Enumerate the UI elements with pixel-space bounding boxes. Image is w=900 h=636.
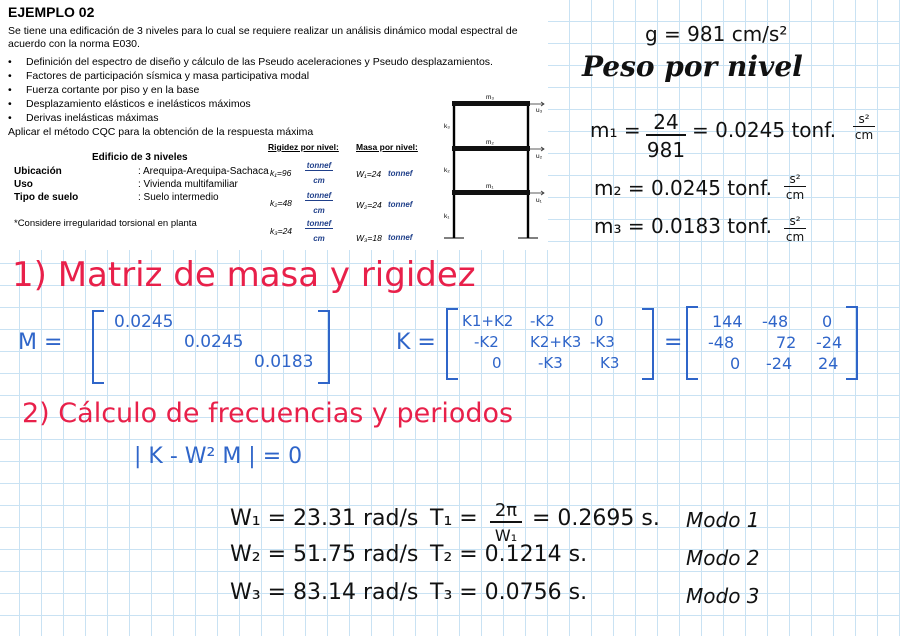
frame-label-m3: m₃: [486, 94, 495, 101]
row-label: Ubicación: [14, 166, 62, 177]
stiffness-k2: k₂=48: [270, 198, 292, 208]
stiffness-matrix-left-bracket: [446, 308, 458, 380]
peso-title: Peso por nivel: [582, 50, 803, 83]
frame-label-k2: k₂: [444, 167, 450, 174]
mass-w3: W₃=18: [356, 233, 382, 243]
row-value: : Arequipa-Arequipa-Sachaca: [138, 166, 269, 177]
period-1-lhs: T₁ =: [430, 506, 478, 531]
problem-intro: Se tiene una edificación de 3 niveles para lo cual se requiere realizar un análisis dinámico modal espectral de acuerdo con la norma E030.: [8, 25, 518, 50]
numeric-matrix-left-bracket: [686, 306, 698, 380]
stiffness-matrix-cell: -K3: [538, 354, 563, 372]
stiffness-matrix-cell: -K3: [590, 333, 615, 351]
numeric-matrix-cell: -48: [762, 312, 789, 331]
mass-w1: W₁=24: [356, 169, 382, 179]
mass-w2: W₂=24: [356, 200, 382, 210]
stiffness-matrix-cell: K3: [600, 354, 620, 372]
frame-label-u1: u₁: [536, 197, 542, 204]
mass-matrix-cell: 0.0183: [254, 352, 314, 372]
frame-label-u2: u₂: [536, 153, 543, 160]
list-item: • Derivas inelásticas máximas: [8, 111, 493, 125]
stiffness-matrix-right-bracket: [642, 308, 654, 380]
period-1-numerator: 2π: [490, 500, 522, 523]
numeric-matrix-cell: 0: [730, 354, 741, 373]
mode-1-label: Modo 1: [686, 508, 760, 532]
period-1-value: = 0.2695 s.: [532, 506, 660, 531]
m3-value: m₃ = 0.0183 tonf.: [594, 214, 773, 238]
mass-matrix-left-bracket: [92, 310, 104, 384]
period-2: T₂ = 0.1214 s.: [430, 542, 588, 567]
numeric-matrix-cell: 24: [818, 354, 839, 373]
numeric-matrix-cell: -24: [816, 333, 843, 352]
stiffness-unit-num: tonnef: [306, 219, 332, 228]
m1-lhs: m₁ =: [590, 118, 641, 142]
unit-num: s²: [784, 214, 806, 229]
numeric-matrix-cell: -24: [766, 354, 793, 373]
unit-num: s²: [853, 112, 875, 127]
numeric-matrix-right-bracket: [846, 306, 858, 380]
stiffness-k1: k₁=96: [270, 168, 292, 178]
numeric-matrix-cell: 0: [822, 312, 833, 331]
stiffness-matrix-cell: -K2: [474, 333, 499, 351]
stiffness-matrix-label: K =: [396, 330, 436, 355]
mass-unit: tonnef: [388, 200, 413, 209]
section-1-heading: 1) Matriz de masa y rigidez: [12, 255, 476, 295]
omega-1: W₁ = 23.31 rad/s: [230, 506, 419, 531]
list-item: • Definición del espectro de diseño y cálculo de las Pseudo aceleraciones y Pseudo desplazamientos.: [8, 55, 493, 69]
stiffness-matrix-cell: K2+K3: [530, 333, 582, 351]
row-label: Tipo de suelo: [14, 192, 79, 203]
mode-2-label: Modo 2: [686, 546, 760, 570]
numeric-matrix-cell: 72: [776, 333, 797, 352]
unit-den: cm: [854, 128, 874, 142]
list-item: • Fuerza cortante por piso y en la base: [8, 83, 493, 97]
row-value: : Vivienda multifamiliar: [138, 179, 238, 190]
building-table-title: Edificio de 3 niveles: [92, 152, 188, 163]
stiffness-matrix-cell: 0: [492, 354, 502, 372]
torsion-note: *Considere irregularidad torsional en planta: [14, 218, 197, 229]
stiffness-unit-den: cm: [313, 206, 325, 215]
mass-matrix-cell: 0.0245: [114, 312, 174, 332]
list-item: • Factores de participación sísmica y masa participativa modal: [8, 69, 493, 83]
numeric-matrix-cell: 144: [712, 312, 743, 331]
omega-3: W₃ = 83.14 rad/s: [230, 580, 419, 605]
frame-diagram: [440, 92, 548, 244]
problem-statement: [0, 0, 548, 250]
mass-matrix-cell: 0.0245: [184, 332, 244, 352]
gravity-note: g = 981 cm/s²: [645, 22, 788, 46]
stiffness-matrix-cell: K1+K2: [462, 312, 514, 330]
mass-matrix-right-bracket: [318, 310, 330, 384]
m2-value: m₂ = 0.0245 tonf.: [594, 176, 773, 200]
row-value: : Suelo intermedio: [138, 192, 219, 203]
stiffness-unit-num: tonnef: [306, 161, 332, 170]
objectives-list: [8, 55, 493, 125]
frame-label-k1: k₁: [444, 213, 450, 220]
mass-unit: tonnef: [388, 233, 413, 242]
unit-den: cm: [785, 230, 805, 244]
list-item: • Desplazamiento elásticos e inelásticos máximos: [8, 97, 493, 111]
characteristic-equation: | K - W² M | = 0: [134, 444, 303, 469]
frame-label-k3: k₃: [444, 123, 450, 130]
mass-header: Masa por nivel:: [356, 142, 418, 152]
frame-label-m1: m₁: [486, 183, 494, 190]
stiffness-unit-num: tonnef: [306, 191, 332, 200]
unit-num: s²: [784, 172, 806, 187]
unit-den: cm: [785, 188, 805, 202]
section-2-heading: 2) Cálculo de frecuencias y periodos: [22, 398, 514, 429]
m1-numerator: 24: [646, 110, 686, 136]
numeric-matrix-cell: -48: [708, 333, 735, 352]
m1-value: = 0.0245 tonf.: [692, 118, 837, 142]
mass-matrix-label: M =: [18, 330, 63, 355]
frame-label-m2: m₂: [486, 139, 494, 146]
equals-sign: =: [664, 330, 683, 355]
stiffness-k3: k₃=24: [270, 226, 293, 236]
period-3: T₃ = 0.0756 s.: [430, 580, 588, 605]
mode-3-label: Modo 3: [686, 584, 760, 608]
m1-denominator: 981: [646, 138, 686, 162]
frame-label-u3: u₃: [536, 107, 543, 114]
stiffness-matrix-cell: 0: [594, 312, 604, 330]
cqc-instruction: Aplicar el método CQC para la obtención de la respuesta máxima: [8, 126, 314, 138]
stiffness-unit-den: cm: [313, 234, 325, 243]
omega-2: W₂ = 51.75 rad/s: [230, 542, 419, 567]
stiffness-matrix-cell: -K2: [530, 312, 555, 330]
stiffness-unit-den: cm: [313, 176, 325, 185]
period-1-denominator: W₁: [494, 526, 518, 545]
problem-title: EJEMPLO 02: [8, 4, 95, 20]
row-label: Uso: [14, 179, 33, 190]
mass-unit: tonnef: [388, 169, 413, 178]
stiffness-header: Rigidez por nivel:: [268, 142, 339, 152]
